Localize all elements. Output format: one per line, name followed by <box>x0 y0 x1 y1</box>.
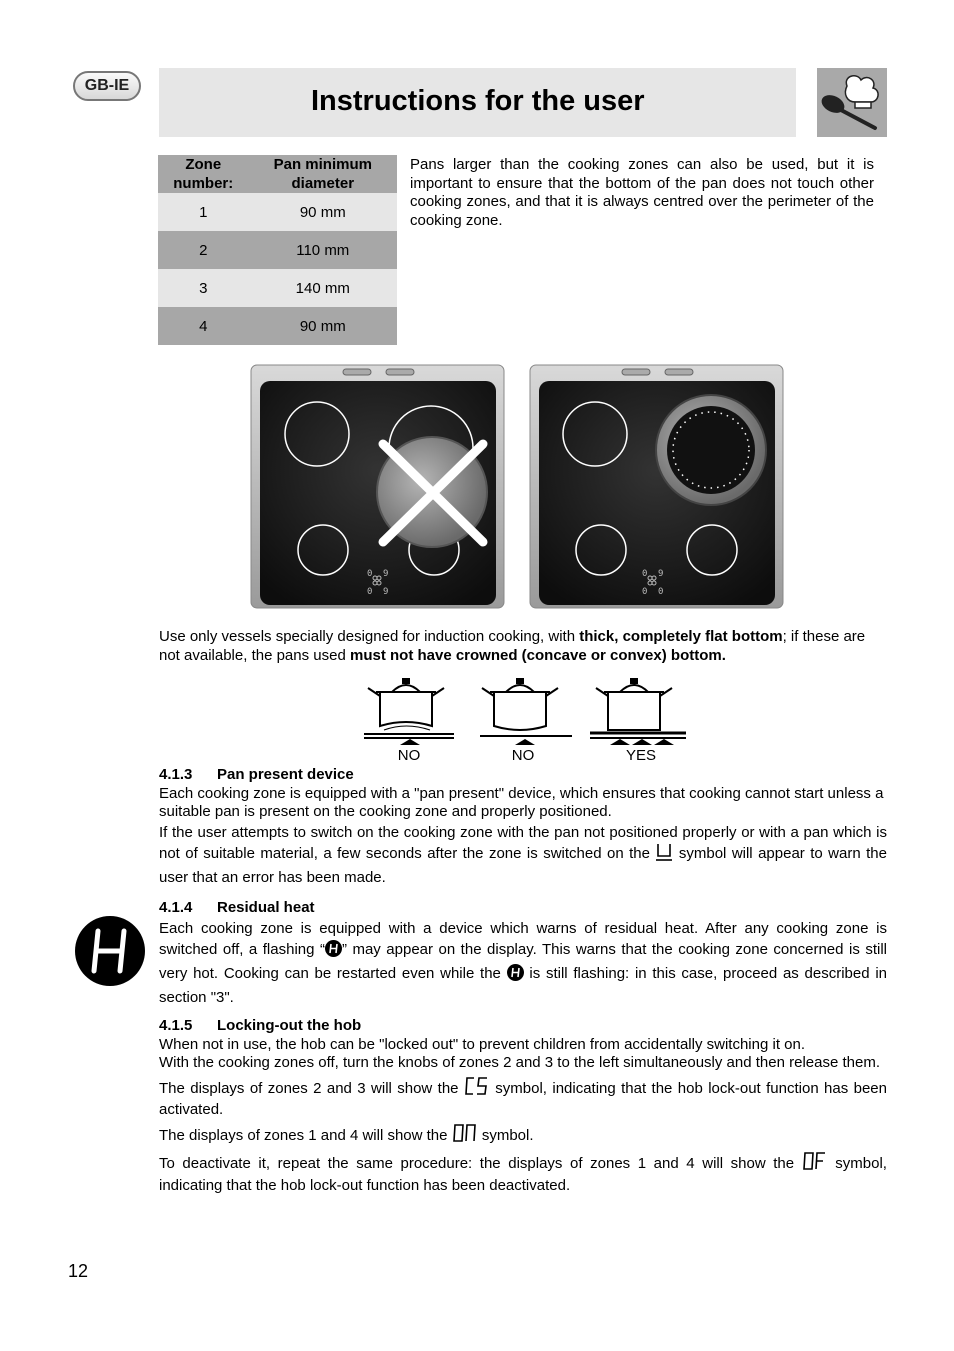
pan-flat-icon <box>590 679 686 738</box>
display-digit: 0 <box>642 569 648 579</box>
paragraph: Each cooking zone is equipped with a "pan present" device, which ensures that cooking cannot start unless a suitable pan is present on the cooking zone and properly positioned. <box>159 784 884 820</box>
table-row: 2 110 mm <box>158 231 397 269</box>
paragraph: To deactivate it, repeat the same procedure: the displays of zones 1 and 4 will show the symbol, indicating that the hob lock-out function has been deactivated. <box>159 1151 887 1195</box>
hob-wrong <box>251 365 504 608</box>
chef-spoon-icon <box>817 68 887 137</box>
pan-bottom-diagrams <box>362 670 692 766</box>
display-digit: 0 <box>367 569 373 579</box>
paragraph: The displays of zones 1 and 4 will show the symbol. <box>159 1123 887 1149</box>
heat-symbol-icon <box>325 940 342 963</box>
hob-illustrations <box>250 364 784 610</box>
display-digit: 0 <box>642 587 648 597</box>
page-number: 12 <box>68 1261 89 1281</box>
pan-label-no: NO <box>511 747 535 764</box>
section-residual-heat <box>159 899 887 1008</box>
error-symbol-icon <box>655 843 673 867</box>
on-symbol-icon <box>452 1123 478 1149</box>
intro-paragraph: Pans larger than the cooking zones can also be used, but it is important to ensure that the bottom of the pan does not touch other cooking zones, and that it is always centred over the perimeter of the cooking zone. <box>410 156 874 229</box>
section-pan-present <box>159 766 887 888</box>
section-locking-out <box>159 1017 887 1195</box>
table-row: 4 90 mm <box>158 307 397 345</box>
hob-correct <box>530 365 783 608</box>
lock-symbol-icon <box>464 1076 490 1102</box>
table-row: 1 90 mm <box>158 193 397 231</box>
heat-symbol-icon <box>507 964 524 987</box>
table-row: 3 140 mm <box>158 269 397 307</box>
pan-concave-icon <box>364 679 454 738</box>
paragraph: Each cooking zone is equipped with a device which warns of residual heat. After any cooking zone is switched off, a flashing “ ” may appear on the display. This warns that the cooking zone concerned is still very hot. Cooking can be restarted even while the is still flashing: in this case, proceed as described in section "3". <box>159 919 887 1006</box>
residual-heat-icon <box>74 915 146 987</box>
pan-label-yes: YES <box>625 747 657 764</box>
paragraph: The displays of zones 2 and 3 will show the symbol, indicating that the hob lock-out function has been activated. <box>159 1076 887 1120</box>
section-heading: 4.1.3 Pan present device <box>159 766 354 783</box>
paragraph: If the user attempts to switch on the cooking zone with the pan not positioned properly or with a pan which is not of suitable material, a few seconds after the zone is switched on the symbol will appear to warn the user that an error has been made. <box>159 823 887 886</box>
table-header-pan: Pan minimum diameter <box>249 155 397 193</box>
section-heading: 4.1.4 Residual heat <box>159 899 315 916</box>
page-title: Instructions for the user <box>311 85 645 117</box>
display-digit: 0 <box>367 587 373 597</box>
display-digit: 9 <box>658 569 664 579</box>
region-badge: GB-IE <box>73 71 141 101</box>
pan-convex-icon <box>480 679 572 736</box>
pan-label-no: NO <box>397 747 421 764</box>
off-symbol-icon <box>802 1151 828 1177</box>
paragraph: When not in use, the hob can be "locked out" to prevent children from accidentally switching it on. <box>159 1035 806 1053</box>
paragraph: With the cooking zones off, turn the knobs of zones 2 and 3 to the left simultaneously and then release them. <box>159 1054 880 1071</box>
display-digit: 9 <box>383 587 389 597</box>
zone-diameter-table <box>158 155 397 345</box>
section-heading: 4.1.5 Locking-out the hob <box>159 1017 362 1034</box>
table-header-zone: Zone number: <box>158 155 249 193</box>
vessels-paragraph: Use only vessels specially designed for induction cooking, with thick, completely flat bottom; if these are not available, the pans used must not have crowned (concave or convex) bottom. <box>159 628 866 664</box>
display-digit: 9 <box>383 569 389 579</box>
display-digit: 0 <box>658 587 664 597</box>
page-header <box>159 68 796 137</box>
